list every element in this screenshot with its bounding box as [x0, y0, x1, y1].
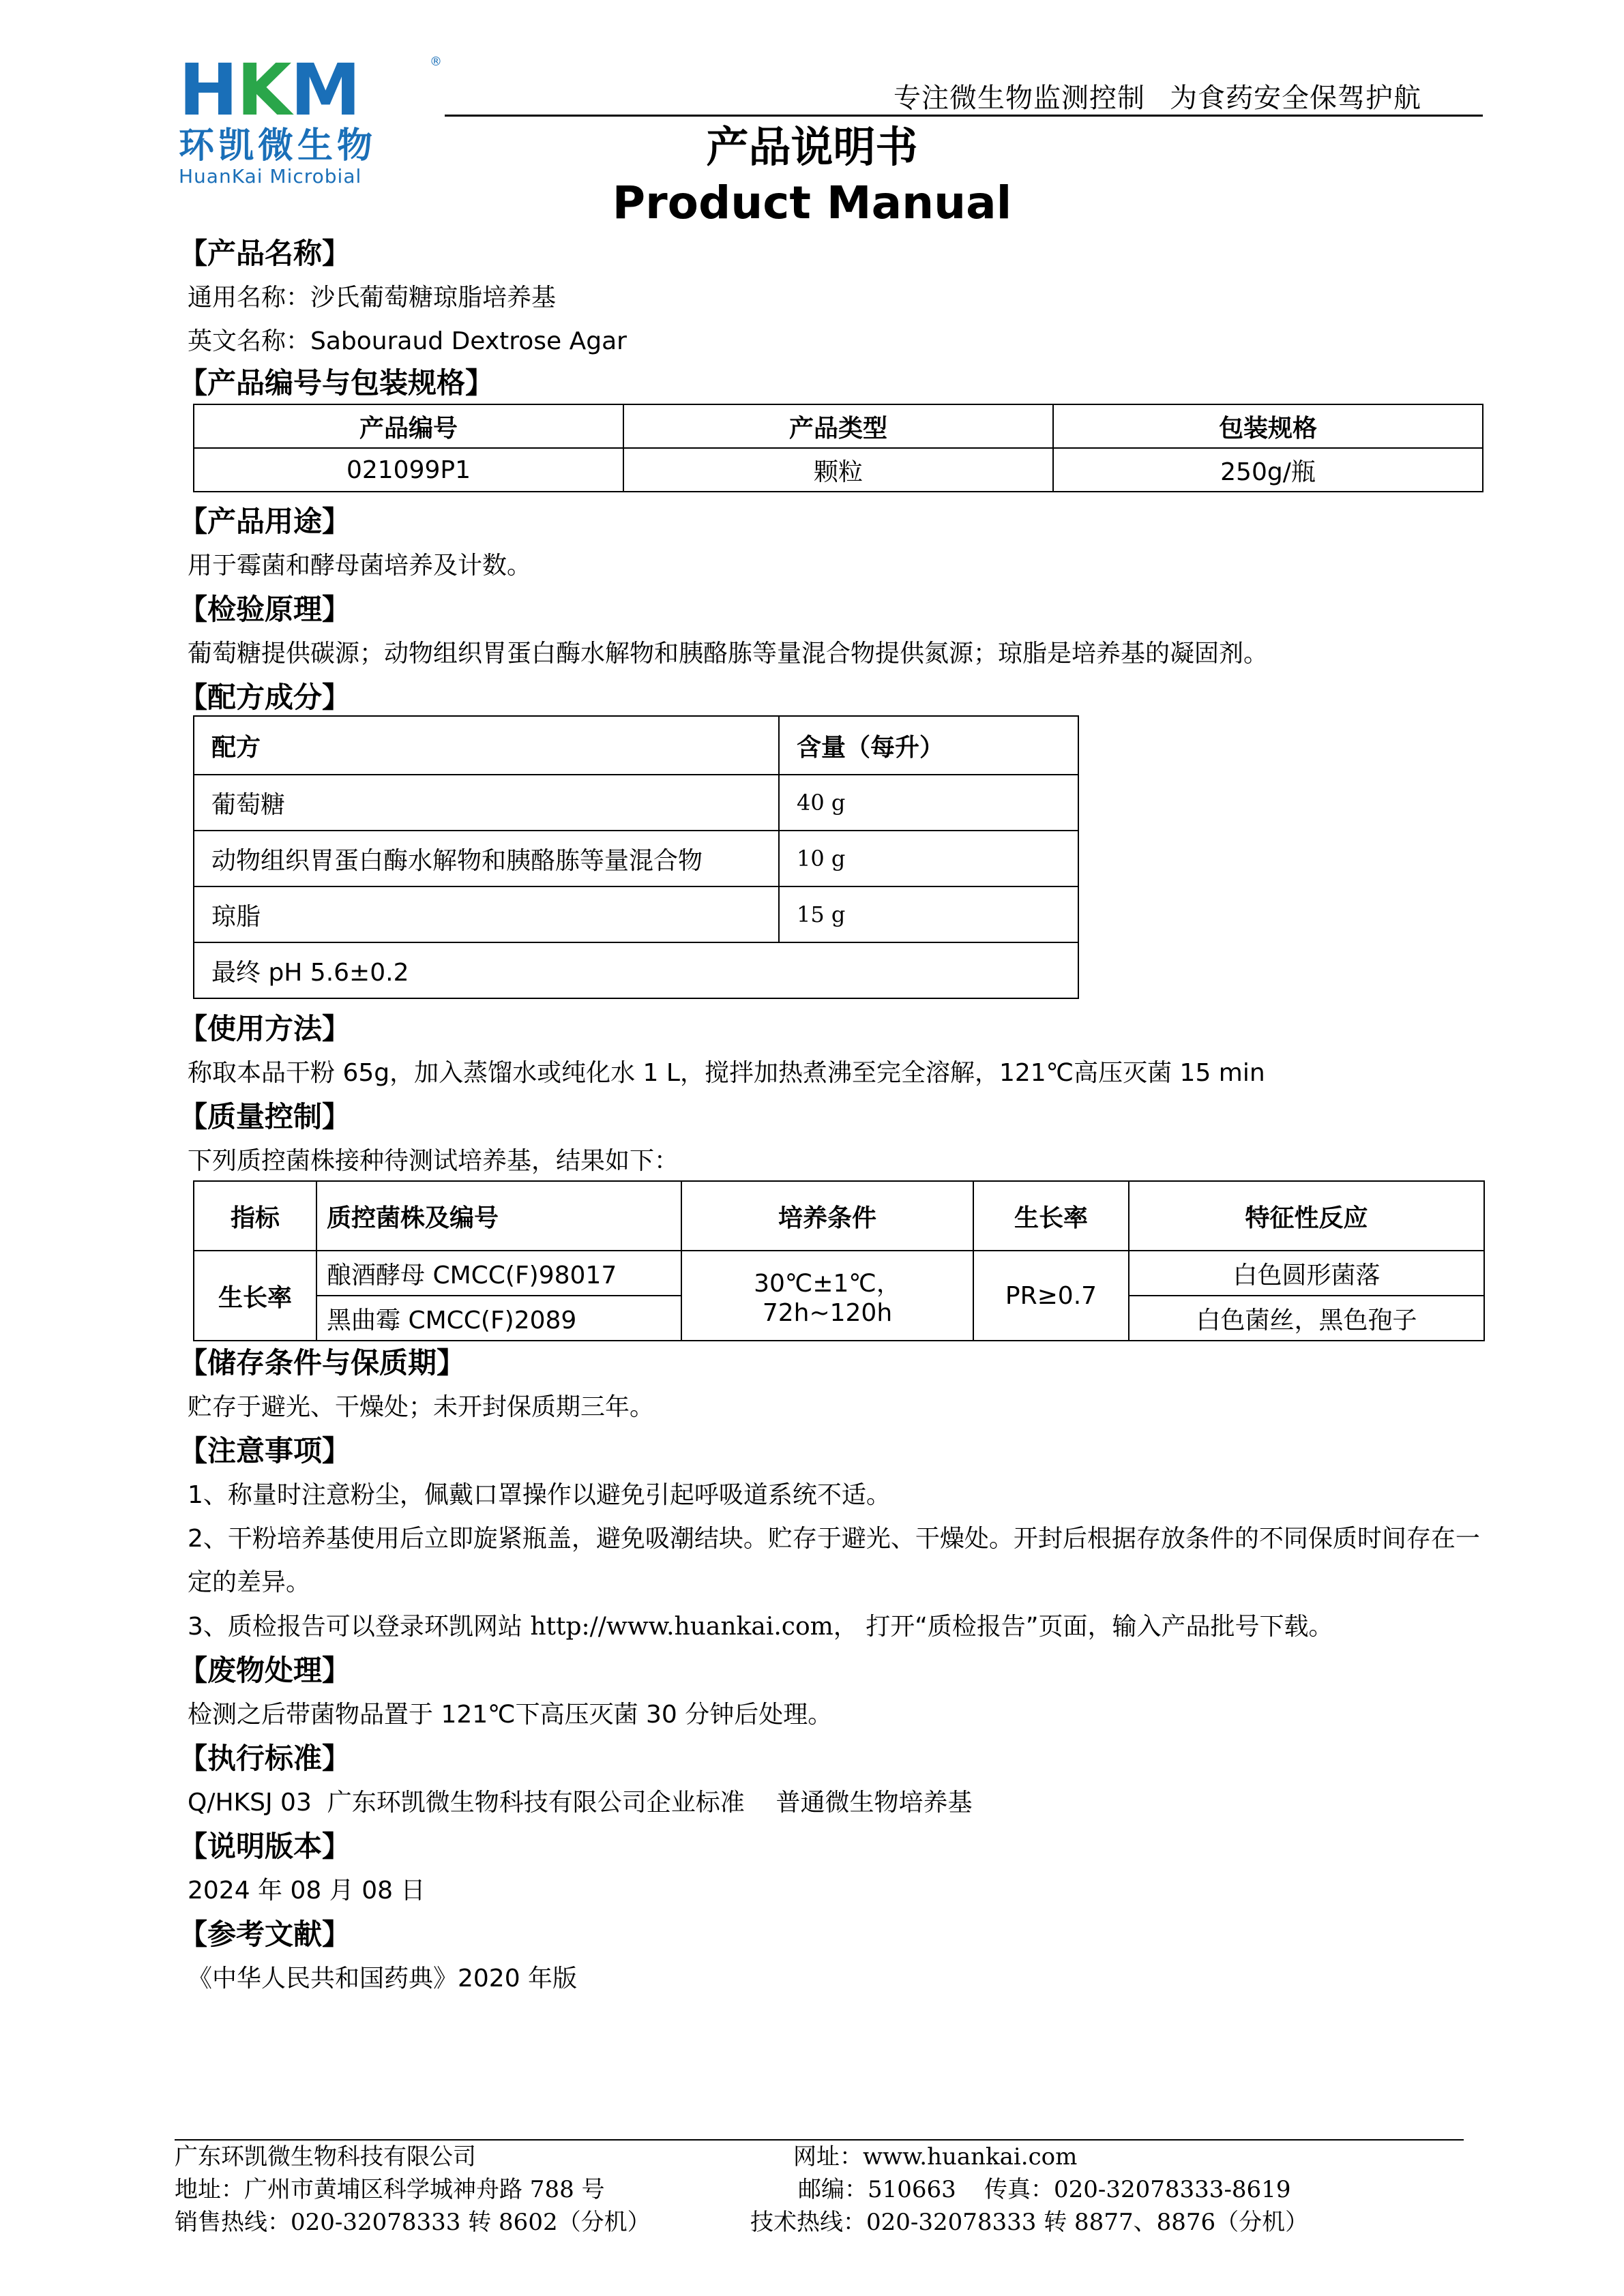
- header-product-code: 产品编号: [194, 404, 623, 448]
- section-heading-usage: 【产品用途】: [179, 505, 351, 538]
- footer-website[interactable]: 网址：www.huankai.com: [793, 2143, 1078, 2171]
- section-heading-formula: 【配方成分】: [179, 681, 351, 714]
- method-text: 称取本品干粉 65g，加入蒸馏水或纯化水 1 L，搅拌加热煮沸至完全溶解，121℃高压灭菌 15 min: [188, 1059, 1265, 1087]
- header-package-spec: 包装规格: [1053, 404, 1483, 448]
- header-condition: 培养条件: [681, 1181, 973, 1251]
- table-row: [194, 1251, 1484, 1296]
- note-item-3-tail: 打开“质检报告”页面，输入产品批号下载。: [866, 1613, 1333, 1641]
- ingredient-name: 葡萄糖: [194, 775, 779, 831]
- header-ingredient: 配方: [194, 716, 779, 775]
- logo-letter-k: K: [237, 48, 291, 132]
- website-link[interactable]: http://www.huankai.com，: [530, 1613, 858, 1641]
- spec-table: [193, 404, 1483, 492]
- indicator-cell: 生长率: [194, 1251, 316, 1341]
- logo-wordmark: [179, 48, 452, 132]
- reaction-cell: 白色圆形菌落: [1129, 1251, 1484, 1296]
- ingredient-name: 动物组织胃蛋白酶水解物和胰酪胨等量混合物: [194, 831, 779, 886]
- footer-tech-hotline: 技术热线：020-32078333 转 8877、8876（分机）: [750, 2209, 1309, 2236]
- final-ph: 最终 pH 5.6±0.2: [194, 942, 1078, 998]
- principle-text: 葡萄糖提供碳源；动物组织胃蛋白酶水解物和胰酪胨等量混合物提供氮源；琼脂是培养基的凝固剂。: [188, 640, 1269, 668]
- waste-text: 检测之后带菌物品置于 121℃下高压灭菌 30 分钟后处理。: [188, 1701, 833, 1729]
- section-heading-method: 【使用方法】: [179, 1012, 351, 1045]
- usage-text: 用于霉菌和酵母菌培养及计数。: [188, 552, 532, 580]
- common-name: 通用名称：沙氏葡萄糖琼脂培养基: [188, 284, 557, 312]
- section-heading-notes: 【注意事项】: [179, 1434, 351, 1467]
- logo-chinese-name: 环凯微生物: [179, 125, 377, 166]
- qc-intro: 下列质控菌株接种待测试培养基，结果如下：: [188, 1147, 679, 1175]
- slogan-part-2: 为食药安全保驾护航: [1170, 83, 1421, 114]
- version-date: 2024 年 08 月 08 日: [188, 1877, 426, 1905]
- header-strain: 质控菌株及编号: [316, 1181, 681, 1251]
- section-heading-qc: 【质量控制】: [179, 1100, 351, 1133]
- formula-table: [193, 715, 1079, 999]
- header-divider: [445, 115, 1483, 117]
- section-heading-product-name: 【产品名称】: [179, 237, 351, 270]
- reaction-cell: 白色菌丝，黑色孢子: [1129, 1296, 1484, 1341]
- footer-fax: 传真：020-32078333-8619: [984, 2176, 1291, 2203]
- header-reaction: 特征性反应: [1129, 1181, 1484, 1251]
- note-item-3: [188, 1610, 1333, 1644]
- english-name: 英文名称：Sabouraud Dextrose Agar: [188, 327, 627, 355]
- document-title-chinese: 产品说明书: [706, 122, 918, 172]
- header-indicator: 指标: [194, 1181, 316, 1251]
- header-amount: 含量（每升）: [779, 716, 1078, 775]
- cell-product-code: 021099P1: [194, 448, 623, 492]
- table-header-row: [194, 404, 1483, 448]
- cell-product-type: 颗粒: [623, 448, 1053, 492]
- cell-package-spec: 250g/瓶: [1053, 448, 1483, 492]
- strain-cell: 酿酒酵母 CMCC(F)98017: [316, 1251, 681, 1296]
- table-row: [194, 775, 1078, 831]
- growth-rate-cell: PR≥0.7: [973, 1251, 1129, 1341]
- ingredient-name: 琼脂: [194, 886, 779, 942]
- footer-address: 地址：广州市黄埔区科学城神舟路 788 号: [175, 2176, 605, 2203]
- footer-postcode: 邮编：510663: [798, 2176, 956, 2203]
- note-item-2: 2、干粉培养基使用后立即旋紧瓶盖，避免吸潮结块。贮存于避光、干燥处。开封后根据存放条件的不同保质时间存在一定的差异。: [188, 1525, 1480, 1596]
- logo-letter-m: M: [290, 48, 360, 132]
- qc-table: [193, 1180, 1485, 1341]
- section-heading-version: 【说明版本】: [179, 1830, 351, 1863]
- ingredient-amount: 40 g: [779, 775, 1078, 831]
- strain-cell: 黑曲霉 CMCC(F)2089: [316, 1296, 681, 1341]
- section-heading-reference: 【参考文献】: [179, 1918, 351, 1951]
- registered-mark: ®: [430, 55, 442, 69]
- section-heading-spec: 【产品编号与包装规格】: [179, 366, 494, 400]
- footer-sales-hotline: 销售热线：020-32078333 转 8602（分机）: [175, 2209, 651, 2236]
- footer-divider: [175, 2139, 1464, 2141]
- storage-text: 贮存于避光、干燥处；未开封保质期三年。: [188, 1393, 655, 1421]
- header-slogan: [894, 76, 1421, 115]
- note-item-1: 1、称量时注意粉尘，佩戴口罩操作以避免引起呼吸道系统不适。: [188, 1481, 891, 1509]
- logo-letter-h: H: [179, 48, 237, 132]
- slogan-part-1: 专注微生物监测控制: [894, 83, 1145, 114]
- table-row: [194, 831, 1078, 886]
- condition-cell: 30℃±1℃，72h~120h: [681, 1251, 973, 1341]
- document-title-english: Product Manual: [612, 177, 1012, 229]
- section-heading-storage: 【储存条件与保质期】: [179, 1346, 466, 1380]
- table-header-row: [194, 716, 1078, 775]
- section-heading-standard: 【执行标准】: [179, 1742, 351, 1775]
- logo-english-name: HuanKai Microbial: [179, 165, 362, 188]
- ingredient-amount: 15 g: [779, 886, 1078, 942]
- header-product-type: 产品类型: [623, 404, 1053, 448]
- ingredient-amount: 10 g: [779, 831, 1078, 886]
- section-heading-waste: 【废物处理】: [179, 1654, 351, 1687]
- table-row: [194, 448, 1483, 492]
- header-growth-rate: 生长率: [973, 1181, 1129, 1251]
- table-row: [194, 886, 1078, 942]
- reference-text: 《中华人民共和国药典》2020 年版: [188, 1965, 578, 1993]
- note-item-3-lead: 3、质检报告可以登录环凯网站: [188, 1613, 522, 1641]
- footer-company: 广东环凯微生物科技有限公司: [175, 2143, 476, 2171]
- table-header-row: [194, 1181, 1484, 1251]
- section-heading-principle: 【检验原理】: [179, 593, 351, 626]
- table-row: [194, 942, 1078, 998]
- standard-text: Q/HKSJ 03 广东环凯微生物科技有限公司企业标准 普通微生物培养基: [188, 1789, 973, 1817]
